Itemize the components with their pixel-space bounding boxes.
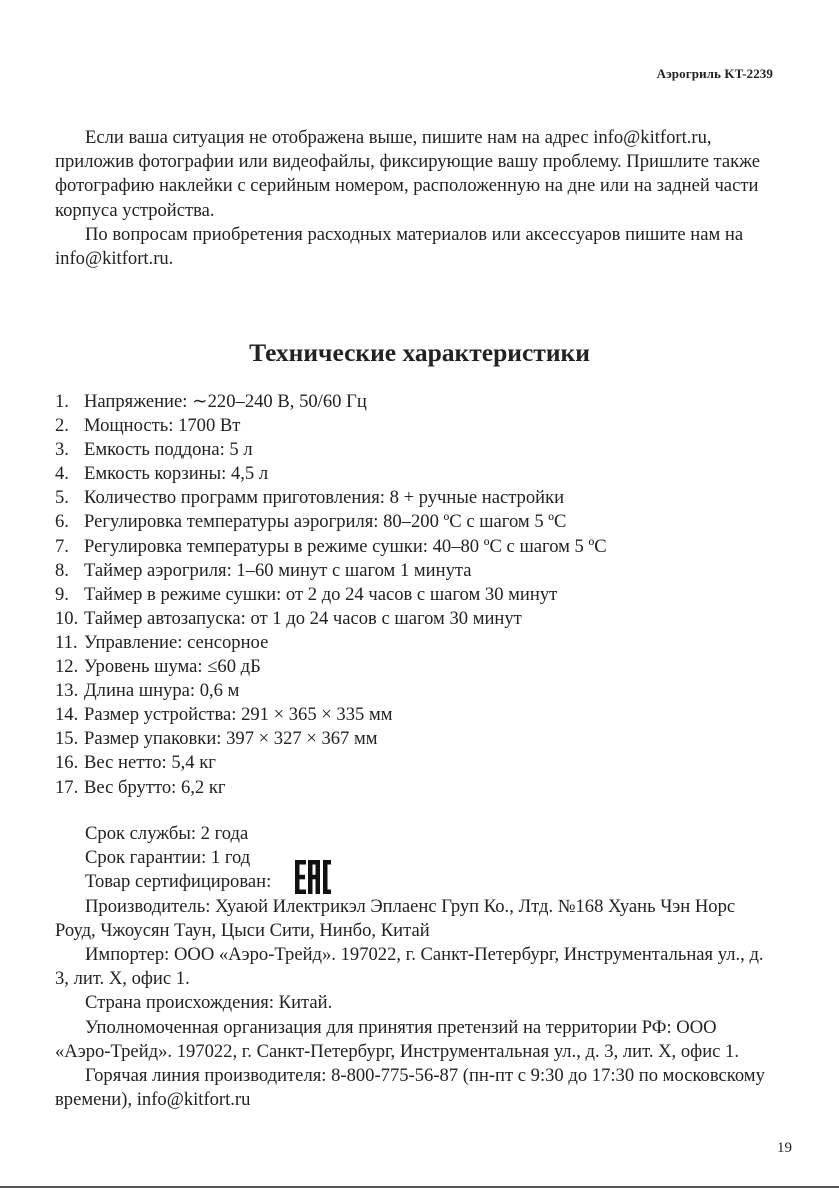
- spec-item: [55, 559, 607, 583]
- intro-paragraph-accessories: По вопросам приобретения расходных материалов или аксессуаров пишите нам на info@kitfort.ru.: [55, 223, 744, 270]
- spec-number: 12.: [55, 656, 79, 678]
- spec-item: [55, 776, 607, 800]
- spec-text: Размер упаковки: 397 × 327 × 367 мм: [84, 728, 378, 750]
- spec-number: 3.: [55, 439, 69, 461]
- spec-item: [55, 607, 607, 631]
- spec-text: Количество программ приготовления: 8 + ручные настройки: [84, 487, 565, 509]
- importer-info: Импортер: ООО «Аэро-Трейд». 197022, г. Санкт-Петербург, Инструментальная ул., д. 3, лит. Х, офис 1.: [55, 944, 764, 990]
- spec-text: Управление: сенсорное: [84, 631, 269, 653]
- spec-item: [55, 727, 607, 751]
- country-of-origin: Страна происхождения: Китай.: [85, 992, 333, 1014]
- spec-text: Регулировка температуры аэрогриля: 80–200 ºС с шагом 5 ºС: [84, 511, 567, 533]
- spec-number: 17.: [55, 776, 79, 798]
- spec-number: 2.: [55, 415, 69, 437]
- intro-text: [55, 126, 775, 271]
- spec-number: 9.: [55, 583, 69, 605]
- spec-text: Вес нетто: 5,4 кг: [84, 752, 216, 774]
- spec-text: Длина шнура: 0,6 м: [84, 680, 240, 702]
- spec-item: [55, 438, 607, 462]
- spec-text: Регулировка температуры в режиме сушки: 40–80 ºС с шагом 5 ºС: [84, 535, 607, 557]
- spec-number: 4.: [55, 463, 69, 485]
- spec-number: 14.: [55, 704, 79, 726]
- spec-text: Таймер автозапуска: от 1 до 24 часов с шагом 30 минут: [84, 607, 522, 629]
- spec-item: [55, 486, 607, 510]
- spec-number: 8.: [55, 559, 69, 581]
- intro-paragraph-contact: Если ваша ситуация не отображена выше, пишите нам на адрес info@kitfort.ru, приложив фотографии или видеофайлы, фиксирующие вашу проблему. Пришлите также фотографию наклейки с серийным номером, расположенную на дне или на задней части корпуса устройства.: [55, 127, 761, 221]
- spec-item: [55, 535, 607, 559]
- spec-number: 13.: [55, 680, 79, 702]
- spec-text: Таймер в режиме сушки: от 2 до 24 часов с шагом 30 минут: [84, 583, 558, 605]
- spec-number: 11.: [55, 631, 78, 653]
- spec-number: 6.: [55, 511, 69, 533]
- spec-text: Вес брутто: 6,2 кг: [84, 776, 226, 798]
- product-info: [55, 822, 775, 1112]
- spec-number: 5.: [55, 487, 69, 509]
- certification-label: Товар сертифицирован:: [85, 871, 272, 893]
- spec-list: [55, 390, 607, 800]
- spec-text: Мощность: 1700 Вт: [84, 415, 241, 437]
- spec-number: 1.: [55, 391, 69, 412]
- spec-item: [55, 583, 607, 607]
- spec-item: [55, 751, 607, 775]
- page-number: 19: [777, 1140, 792, 1156]
- certification-line: [55, 870, 775, 894]
- spec-text: Емкость корзины: 4,5 л: [84, 463, 269, 485]
- spec-text: Таймер аэрогриля: 1–60 минут с шагом 1 минута: [84, 559, 472, 581]
- running-header: Аэрогриль KT-2239: [656, 66, 773, 81]
- spec-item: [55, 510, 607, 534]
- hotline-info: Горячая линия производителя: 8-800-775-56-87 (пн-пт с 9:30 до 17:30 по московскому времени), info@kitfort.ru: [55, 1065, 765, 1111]
- spec-item: [55, 703, 607, 727]
- spec-number: 15.: [55, 728, 79, 750]
- authorized-organization: Уполномоченная организация для принятия претензий на территории РФ: ООО «Аэро-Трейд». 197022, г. Санкт-Петербург, Инструментальная ул., д. 3, лит. Х, офис 1.: [55, 1016, 739, 1062]
- warranty-period: Срок гарантии: 1 год: [85, 847, 251, 869]
- service-life: Срок службы: 2 года: [85, 823, 249, 844]
- eac-mark-icon: [293, 858, 333, 896]
- spec-text: Емкость поддона: 5 л: [84, 439, 253, 461]
- spec-number: 7.: [55, 535, 69, 557]
- manufacturer-info: Производитель: Хуаюй Илектрикэл Эплаенс Груп Ко., Лтд. №168 Хуань Чэн Норс Роуд, Чжоусян Таун, Цыси Сити, Нинбо, Китай: [55, 895, 736, 941]
- spec-number: 10.: [55, 607, 79, 629]
- spec-text: Напряжение: ∼220–240 В, 50/60 Гц: [84, 391, 367, 412]
- spec-item: [55, 631, 607, 655]
- spec-item: [55, 679, 607, 703]
- spec-item: [55, 390, 607, 414]
- spec-text: Уровень шума: ≤60 дБ: [84, 656, 261, 678]
- spec-item: [55, 655, 607, 679]
- section-title: Технические характеристики: [249, 338, 590, 367]
- spec-text: Размер устройства: 291 × 365 × 335 мм: [84, 704, 393, 726]
- spec-item: [55, 414, 607, 438]
- spec-item: [55, 462, 607, 486]
- spec-number: 16.: [55, 752, 79, 774]
